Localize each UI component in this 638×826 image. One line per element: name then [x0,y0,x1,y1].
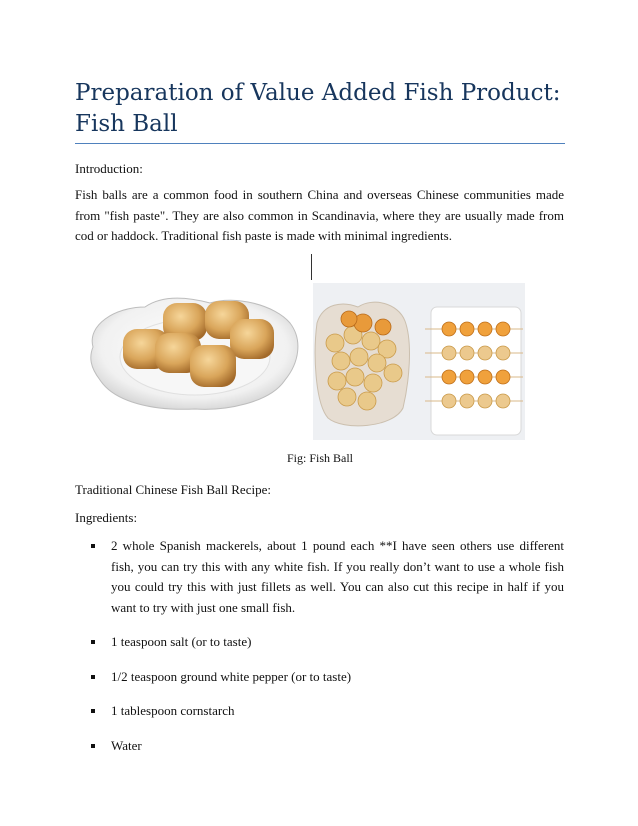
title-underline [75,143,565,144]
ingredient-text: Water [111,737,142,753]
ingredient-text: 1/2 teaspoon ground white pepper (or to taste) [111,668,352,684]
introduction-heading: Introduction: [75,161,143,176]
figure-caption: Fig: Fish Ball [287,451,354,465]
fried-fish-ball-plate-image [85,285,303,415]
ingredient-text: 1 teaspoon salt (or to taste) [111,634,252,649]
list-item [75,736,564,757]
bullet-icon [91,544,95,548]
list-item [75,536,564,618]
introduction-paragraph: Fish balls are a common food in southern China and overseas Chinese communities made from "fish paste". They are also common in Scandinavia, where they are usually made from cod or haddock. Traditional fish paste is made with minimal ingredients. [75,187,564,243]
list-item [75,632,564,653]
recipe-heading: Traditional Chinese Fish Ball Recipe: [75,482,271,497]
bullet-icon [91,744,95,748]
fish-ball-skewers-image [313,283,525,440]
list-item [75,701,564,722]
ingredients-list [75,536,564,770]
image-divider-line [311,254,312,280]
document-title: Preparation of Value Added Fish Product: Fish Ball [75,80,561,137]
bullet-icon [91,640,95,644]
bullet-icon [91,675,95,679]
bullet-icon [91,709,95,713]
ingredient-text: 2 whole Spanish mackerels, about 1 pound each **I have seen others use different fish, you can try this with any white fish. If you really don’t want to use a whole fish you could try this with just fillets as well. You can also cut this recipe in half if you want to try with just one small fish. [111,538,564,615]
list-item [75,667,564,688]
ingredients-heading: Ingredients: [75,510,138,525]
ingredient-text: 1 tablespoon cornstarch [111,703,235,718]
